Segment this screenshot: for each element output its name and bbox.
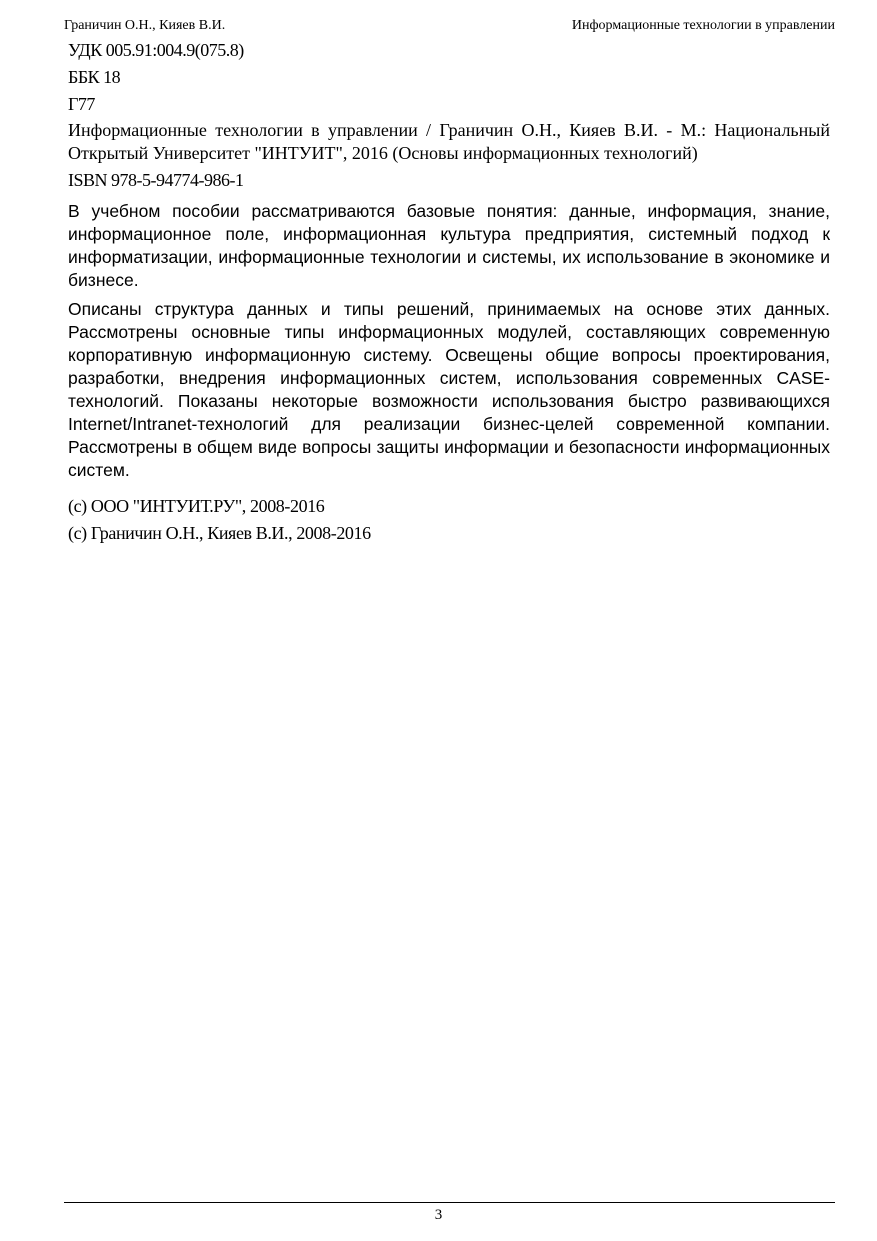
bibliographic-citation: Информационные технологии в управлении / Граничин О.Н., Кияев В.И. - М.: Национальный Открытый Университет "ИНТУИТ", 2016 (Основы информационных технологий)	[68, 120, 830, 163]
header-authors: Граничин О.Н., Кияев В.И.	[64, 18, 226, 33]
udk-line: УДК 005.91:004.9(075.8)	[68, 40, 244, 60]
bbk-line: ББК 18	[68, 67, 121, 87]
classification-code: Г77	[68, 94, 95, 114]
abstract-paragraph: Описаны структура данных и типы решений, принимаемых на основе этих данных. Рассмотрены основные типы информационных модулей, составляющих современную корпоративную информационную систему. Освещены общие вопросы проектирования, разработки, внедрения информационных систем, использования современных CASE-технологий. Показаны некоторые возможности использования быстро развивающихся Internet/Intranet-технологий для реализации бизнес-целей современной компании. Рассмотрены в общем виде вопросы защиты информации и безопасности информационных систем.	[68, 299, 830, 480]
page-content	[68, 38, 830, 548]
copyright-line: (c) Граничин О.Н., Кияев В.И., 2008-2016	[68, 523, 371, 543]
header-book-title: Информационные технологии в управлении	[571, 18, 835, 33]
footer-divider	[64, 1202, 835, 1203]
page-number: 3	[434, 1207, 443, 1223]
abstract-paragraph: В учебном пособии рассматриваются базовые понятия: данные, информация, знание, информационное поле, информационная культура предприятия, системный подход к информатизации, информационные технологии и системы, их использование в экономике и бизнесе.	[68, 201, 830, 290]
running-header	[64, 17, 835, 37]
copyright-line: (c) ООО "ИНТУИТ.РУ", 2008-2016	[68, 496, 325, 516]
isbn-line: ISBN 978-5-94774-986-1	[68, 170, 244, 190]
